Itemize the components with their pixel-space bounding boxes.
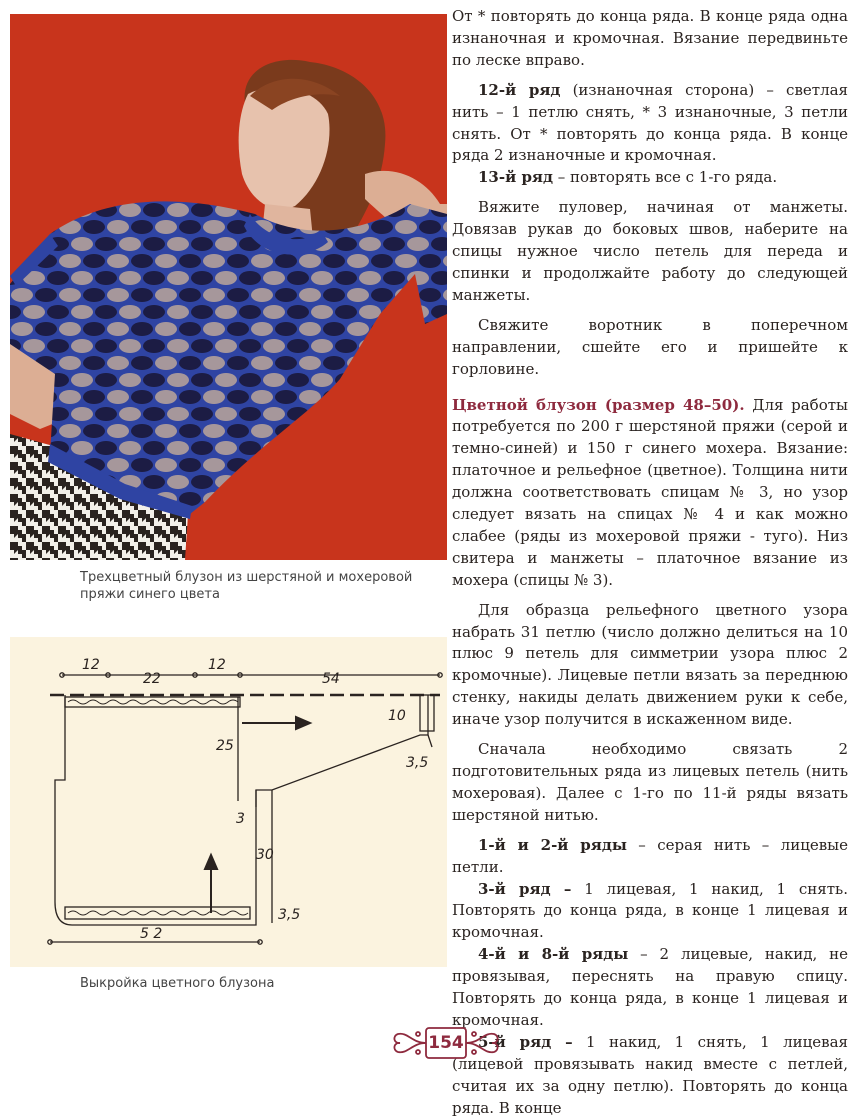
paragraph: [452, 80, 848, 168]
row-label: 13-й ряд: [478, 168, 554, 187]
paragraph: Сначала необходимо связать 2 подготовительных ряда из лицевых петель (нить мохеровая). Далее с 1-го по 11-й ряды вязать шерстяной нитью.: [452, 740, 848, 824]
dimension-label: 12: [208, 657, 226, 673]
dimension-label: 25: [216, 738, 234, 754]
pattern-diagram: [10, 637, 447, 967]
row-text: (изнаночная сторона) – светлая нить – 1 петлю снять, * 3 изнаночные, 3 петли снять. От * повторять до конца ряда. В конце ряда 2 изнаночные и кромочная.: [452, 80, 848, 165]
paragraph: [452, 879, 848, 945]
page-footer: [0, 1016, 864, 1070]
paragraph: Для образца рельефного цветного узора набрать 31 петлю (число должно делиться на 10 плюс 9 петель для симметрии узора плюс 2 кромочные). Лицевые петли вязать за переднюю стенку, накиды делать движением руки к себе, иначе узор получится в искаженном виде.: [452, 600, 848, 729]
paragraph: [452, 835, 848, 879]
paragraph: Вяжите пуловер, начиная от манжеты. Довязав рукав до боковых швов, наберите на спицы нужное число петель для переда и спинки и продолжайте работу до следующей манжеты.: [452, 198, 848, 304]
dimension-label: 54: [322, 671, 340, 687]
row-label: 3-й ряд –: [478, 879, 572, 898]
sweater-photo: [10, 14, 447, 560]
row-text: – повторять все с 1-го ряда.: [553, 168, 778, 187]
dimension-label: 30: [256, 847, 274, 863]
section-title: Цветной блузон (размер 48–50).: [452, 395, 745, 414]
row-text: 1 лицевая, 1 накид, 1 снять. Повторять до конца ряда, в конце 1 лицевая и кромочная.: [452, 879, 848, 942]
dimension-label: 3,5: [406, 755, 429, 771]
section-paragraph: [452, 395, 848, 592]
dimension-label: 5 2: [140, 926, 163, 942]
paragraph: [452, 167, 848, 189]
photo-caption-line: пряжи синего цвета: [80, 587, 220, 602]
article-text-column: [452, 6, 848, 1120]
sweater-photo-illustration: [10, 14, 447, 560]
row-label: 4-й и 8-й ряды: [478, 945, 629, 964]
row-label: 12-й ряд: [478, 80, 561, 99]
row-text: – серая нить – лицевые петли.: [452, 835, 848, 876]
dimension-label: 12: [82, 657, 100, 673]
row-text: – 2 лицевые, накид, не провязывая, переснять на правую спицу. Повторять до конца ряда, в конце 1 лицевая и кромочная.: [452, 945, 848, 1029]
dimension-label: 22: [143, 671, 161, 687]
page-number: 154: [428, 1033, 464, 1053]
paragraph: От * повторять до конца ряда. В конце ряда одна изнаночная и кромочная. Вязание передвиньте по леске вправо.: [452, 7, 848, 69]
dimension-label: 3,5: [278, 907, 301, 923]
section-text: Для работы потребуется по 200 г шерстяной пряжи (серой и темно-синей) и 150 г синего мохера. Вязание: платочное и рельефное (цветное). Толщина нити должна соответствовать спицам № 3, но узор следует вязать на спицах № 4 и как можно слабее (ряды из мохеровой пряжи - туго). Низ свитера и манжеты – платочное вязание из мохера (спицы № 3).: [452, 395, 848, 589]
photo-caption-line: Трехцветный блузон из шерстяной и мохеровой: [80, 570, 413, 585]
dimension-label: 10: [388, 708, 406, 724]
photo-caption: [80, 569, 440, 603]
pattern-caption: Выкройка цветного блузона: [80, 976, 275, 991]
paragraph: Свяжите воротник в поперечном направлении, сшейте его и пришейте к горловине.: [452, 315, 848, 378]
row-label: 5-й ряд –: [478, 1032, 573, 1051]
row-label: 1-й и 2-й ряды: [478, 835, 627, 854]
row-text: 1 накид, 1 снять, 1 лицевая (лицевой провязывать накид вместе с петлей, считая их за одну петлю). Повторять до конца ряда. В конце: [452, 1032, 848, 1117]
pattern-diagram-svg: [10, 637, 447, 967]
dimension-label: 3: [236, 811, 245, 827]
